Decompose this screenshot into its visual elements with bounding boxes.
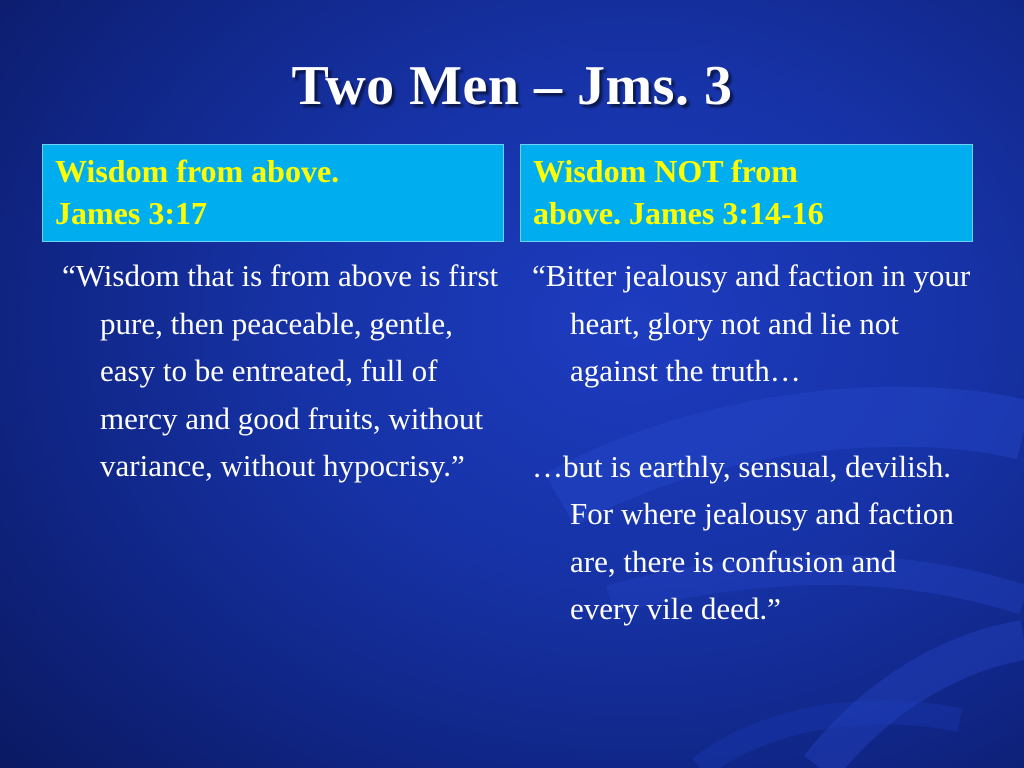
right-column-header <box>520 144 973 242</box>
right-quote-paragraph-2: …but is earthly, sensual, devilish. For where jealousy and faction are, there is confusion and every vile deed.” <box>532 448 954 626</box>
right-quote-paragraph-1: “Bitter jealousy and faction in your heart, glory not and lie not against the truth… <box>532 258 971 388</box>
left-header-line1: Wisdom from above. <box>55 153 340 189</box>
left-column-body <box>62 252 502 490</box>
right-column-body <box>532 252 972 633</box>
left-quote-paragraph: “Wisdom that is from above is first pure, then peaceable, gentle, easy to be entreated, full of mercy and good fruits, without variance, without hypocrisy.” <box>62 258 499 483</box>
left-column-header <box>42 144 504 242</box>
right-header-line1: Wisdom NOT from <box>533 153 798 189</box>
slide-title: Two Men – Jms. 3 <box>291 55 733 117</box>
left-header-line2: James 3:17 <box>55 195 207 231</box>
right-header-line2: above. James 3:14-16 <box>533 195 824 231</box>
